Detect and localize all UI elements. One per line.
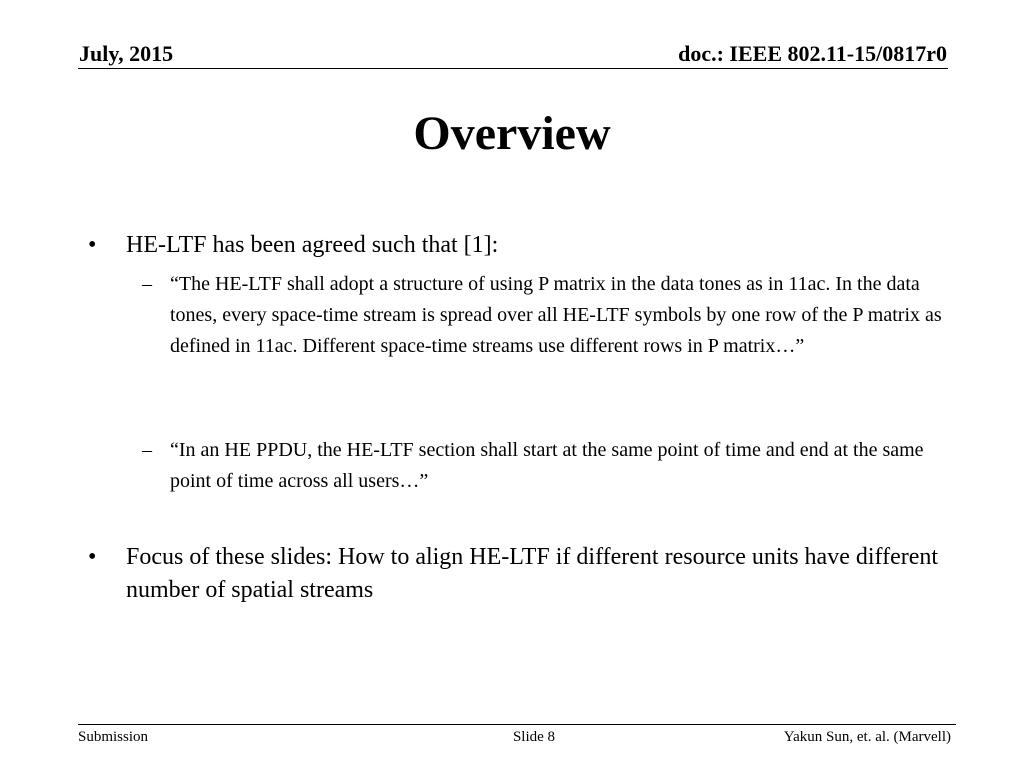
sub-bullet-item (142, 435, 945, 497)
sub-bullet-marker: – (142, 439, 152, 461)
sub-bullet-marker: – (142, 273, 152, 295)
slide-title: Overview (413, 107, 611, 160)
footer-divider (78, 724, 956, 725)
footer-slide-number: Slide 8 (512, 729, 556, 745)
sub-bullet-text: “The HE-LTF shall adopt a structure of using P matrix in the data tones as in 11ac. In the data tones, every space-time stream is spread over all HE-LTF symbols by one row of the P matrix as defined in 11ac. Different space-time streams use different rows in P matrix…” (170, 273, 942, 357)
header-doc-id: doc.: IEEE 802.11-15/0817r0 (678, 41, 947, 66)
bullet-item (88, 229, 946, 262)
footer-authors: Yakun Sun, et. al. (Marvell) (783, 729, 951, 745)
bullet-item (88, 541, 946, 607)
header-divider (78, 68, 948, 69)
sub-bullet-item (142, 269, 945, 362)
bullet-text: HE-LTF has been agreed such that [1]: (126, 232, 499, 258)
bullet-text: Focus of these slides: How to align HE-LTF if different resource units have different number of spatial streams (126, 544, 939, 603)
footer-submission: Submission (78, 729, 149, 745)
header-date: July, 2015 (79, 41, 174, 66)
sub-bullet-text: “In an HE PPDU, the HE-LTF section shall start at the same point of time and end at the same point of time across all users…” (170, 439, 924, 492)
bullet-marker: • (88, 232, 97, 258)
bullet-marker: • (88, 544, 97, 570)
